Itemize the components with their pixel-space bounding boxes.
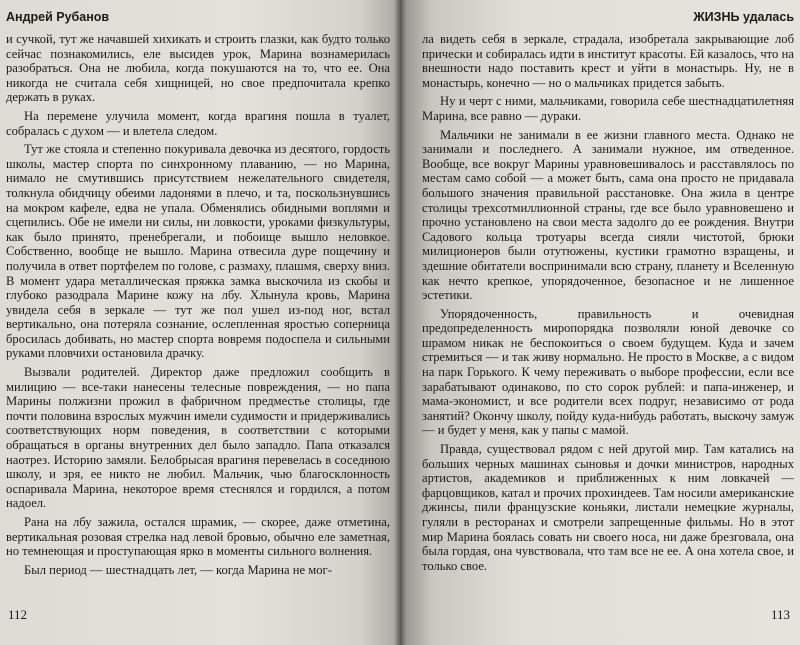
paragraph: Вызвали родителей. Директор даже предложил сообщить в милицию — все-таки нанесены телесные повреждения, — но папа Марины полжизни прожил в фабричном предместье столицы, где почти половина взрослых мужчин имели судимости и придерживались соответствующих норм поведения, в соответствии с которыми обращаться в органы внутренних дел было западло. Папа отказался наотрез. Историю замяли. Белобрысая врагиня перевелась в соседнюю школу, и зря, ее никто не любил. Мальчик, чью благосклонность оспаривала Марина, некоторое время стеснялся и гордился, а потом надоел. [6,365,390,511]
paragraph: На перемене улучила момент, когда врагиня пошла в туалет, собралась с духом — и влетела следом. [6,108,390,138]
paragraph: ла видеть себя в зеркале, страдала, изобретала закрывающие лоб прически и собиралась идти в институт красоты. Ей казалось, что на внешности надо поставить крест и уйти в монастырь. Ну, не в монастырь, конечно — но о мальчиках придется забыть. [422,32,794,90]
page-number: 113 [770,607,790,622]
paragraph: Тут же стояла и степенно покуривала девочка из десятого, гордость школы, мастер спорта по синхронному плаванию, — но Марина, нимало не смутившись присутствием нежелательного свидетеля, толкнула обидчицу обеими ладонями в плечо, и та, поскользнувшись на мокром кафеле, едва не упала. Обменялись обидными воплями и сцепились. Обе не имели ни силы, ни ловкости, уроками физкультуры, как было принято, пренебрегали, и побоище вышло неловкое. Собственно, вообще не вышло. Марина отвесила дуре пощечину и получила в ответ портфелем по голове, с размаху, плашмя, сверху вниз. В момент удара металлическая пряжка замка выскочила из скобы и глубоко разодрала Марине кожу на лбу. Хлынула кровь, Марина увидела себя в зеркале — тут же пол ушел из-под ног, встал вертикально, она потеряла сознание, ослепленная яростью соперница бросилась добивать, но мастер спорта вовремя подоспела и сильными руками пловчихи остановила драчку. [6,142,390,361]
paragraph: Мальчики не занимали в ее жизни главного места. Однако не занимали и последнего. А занимали нужное, им отведенное. Вообще, все вокруг Марины уравновешивалось и расставлялось по местам само собой — а может быть, сама она просто не придавала большого значения правильной расстановке. Она жила в центре столицы трехсотмиллионной страны, где все было уравновешено и прочно установлено на свои места задолго до ее рождения. Внутри Садового кольца тротуары всегда сияли чистотой, брюки милиционеров были отутюжены, кустики грамотно взращены, и здешние обитатели воспринимали всю страну, планету и Вселенную как нечто крепкое, упорядоченное, безопасное и не лишенное эстетики. [422,127,794,303]
paragraph: Был период — шестнадцать лет, — когда Марина не мог- [24,562,332,577]
right-page-text [422,32,794,573]
running-head-title: ЖИЗНЬ удалась [693,10,794,24]
paragraph: Правда, существовал рядом с ней другой мир. Там катались на больших черных машинах сыновья и дочки министров, народных артистов, академиков и приближенных к ним ловкачей — фарцовщиков, катал и прочих прохиндеев. Там носили американские джинсы, пили французские коньяки, листали немецкие журналы, гуляли в ресторанах и смотрели запрещенные фильмы. Но в этот мир Марина боялась совать ни своего носа, ни даже брезговала, она была гордая, она чувствовала, что там все не ее. А она хотела свое, и только свое. [422,442,794,573]
paragraph: Упорядоченность, правильность и очевидная предопределенность миропорядка позволяли юной девочке со шрамом никак не беспокоиться о своем будущем. Куда и зачем стремиться — и так живу нормально. Не просто в Москве, а с видом на парк Горького. К чему переживать о выборе профессии, если все зарабатывают одинаково, по сто сорок рублей: и папа-инженер, и мама-экономист, и все родители всех подруг, независимо от рода занятий? Окончу школу, пойду куда-нибудь работать, выскочу замуж — и будет у меня, как у папы с мамой. [422,306,794,438]
running-head-author: Андрей Рубанов [6,10,110,24]
left-page-text [6,32,390,577]
paragraph: Ну и черт с ними, мальчиками, говорила себе шестнадцатилетняя Марина, все равно — дураки. [422,94,794,123]
right-page [400,0,800,645]
paragraph: и сучкой, тут же начавшей хихикать и строить глазки, как будто только сейчас познакомились, еле высидев урок, Марина вознамерилась разобраться. Она не любила, когда покушаются на то, что ее. Она никогда не считала себя хищницей, но свое предпочитала крепко держать в руках. [6,32,390,105]
page-number: 112 [8,607,28,622]
paragraph: Рана на лбу зажила, остался шрамик, — скорее, даже отметина, вертикальная розовая стрелка над левой бровью, обычно еле заметная, но темнеющая и проступающая ярко в моменты сильного волнения. [6,515,390,559]
